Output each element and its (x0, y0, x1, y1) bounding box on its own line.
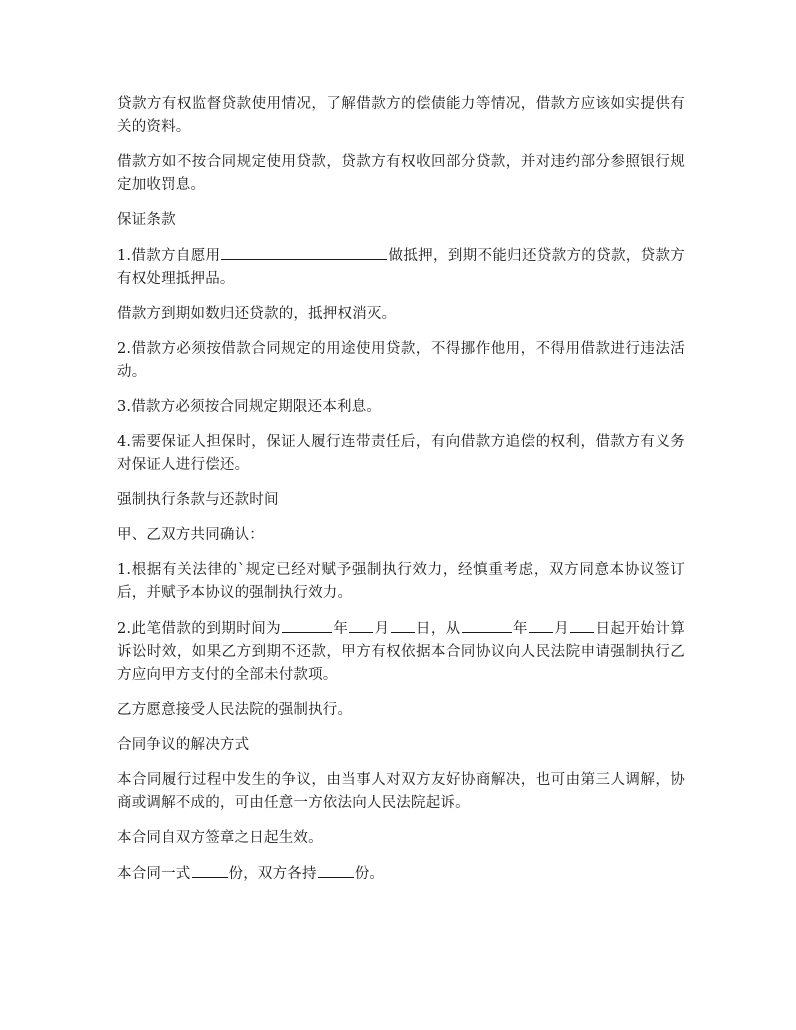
collateral-blank[interactable] (221, 244, 387, 260)
year-label: 年 (333, 621, 349, 637)
document-body (117, 93, 685, 898)
paragraph-mortgage-release: 借款方到期如数归还贷款的，抵押权消灭。 (117, 306, 397, 322)
paragraph-mutual-confirm: 甲、乙双方共同确认： (117, 527, 264, 543)
month-label: 月 (374, 621, 390, 637)
paragraph-due-date (117, 617, 685, 687)
due-date-text: 2.此笔借款的到期时间为 (117, 621, 282, 637)
total-copies-blank[interactable] (192, 862, 228, 878)
paragraph-penalty: 借款方如不按合同规定使用贷款，贷款方有权收回部分贷款，并对违约部分参照银行规定加收罚息。 (117, 154, 685, 193)
paragraph-guarantor: 4.需要保证人担保时，保证人履行连带责任后，有向借款方追偿的权利，借款方有义务对保证人进行偿还。 (117, 434, 685, 473)
due-day-blank[interactable] (391, 617, 415, 633)
start-month-label: 月 (554, 621, 570, 637)
heading-dispute-resolution: 合同争议的解决方式 (117, 737, 250, 753)
due-date-text-end: 日起开始计算诉讼时效，如果乙方到期不还款，甲方有权依据本合同协议向人民法院申请强制执行乙方应向甲方支付的全部未付款项。 (117, 621, 686, 683)
start-month-blank[interactable] (529, 617, 553, 633)
start-year-blank[interactable] (462, 617, 512, 633)
paragraph-copies (117, 862, 685, 886)
day-from-label: 日，从 (415, 621, 461, 637)
copies-text-start: 本合同一式 (117, 866, 191, 882)
due-year-blank[interactable] (282, 617, 332, 633)
paragraph-collateral (117, 244, 685, 291)
heading-guarantee-terms: 保证条款 (117, 212, 176, 228)
paragraph-enforcement-effect: 1.根据有关法律的`规定已经对赋予强制执行效力，经慎重考虑，双方同意本协议签订后，并赋予本协议的强制执行效力。 (117, 562, 685, 601)
paragraph-supervision: 贷款方有权监督贷款使用情况，了解借款方的偿债能力等情况，借款方应该如实提供有关的资料。 (117, 96, 685, 135)
paragraph-dispute: 本合同履行过程中发生的争议，由当事人对双方友好协商解决，也可由第三人调解，协商或调解不成的，可由任意一方依法向人民法院起诉。 (117, 772, 685, 811)
due-month-blank[interactable] (349, 617, 373, 633)
paragraph-effective: 本合同自双方签章之日起生效。 (117, 830, 323, 846)
collateral-text-end: 做抵押，到期不能归还贷款方的贷款，贷款方有权处理抵押品。 (117, 248, 685, 287)
start-day-blank[interactable] (570, 617, 594, 633)
copies-text-mid: 份，双方各持 (228, 866, 317, 882)
collateral-text-start: 1.借款方自愿用 (117, 248, 221, 264)
heading-enforcement: 强制执行条款与还款时间 (117, 492, 279, 508)
paragraph-accept-enforcement: 乙方愿意接受人民法院的强制执行。 (117, 702, 353, 718)
start-year-label: 年 (512, 621, 528, 637)
each-copies-blank[interactable] (318, 862, 354, 878)
paragraph-repayment-term: 3.借款方必须按合同规定期限还本利息。 (117, 399, 382, 415)
paragraph-loan-usage: 2.借款方必须按借款合同规定的用途使用贷款，不得挪作他用，不得用借款进行违法活动。 (117, 341, 685, 380)
copies-text-end: 份。 (354, 866, 385, 882)
